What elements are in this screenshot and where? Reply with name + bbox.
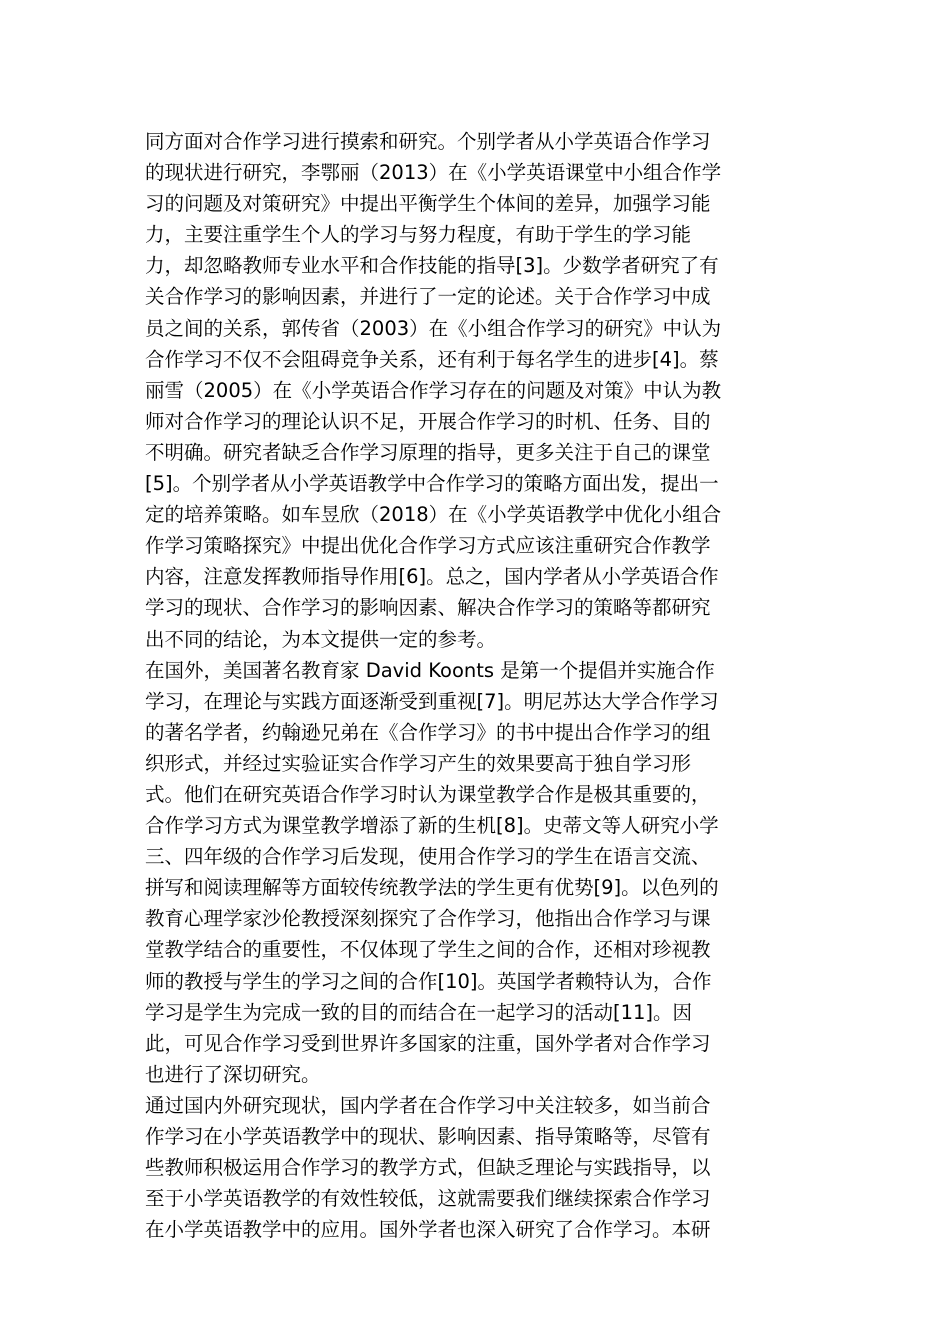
text-line: 些教师积极运用合作学习的教学方式，但缺乏理论与实践指导，以 [145,1156,711,1180]
text-line: 学习是学生为完成一致的目的而结合在一起学习的活动[11]。因 [145,1000,693,1024]
text-line: 作学习在小学英语教学中的现状、影响因素、指导策略等，尽管有 [145,1125,711,1148]
text-line: 的著名学者，约翰逊兄弟在《合作学习》的书中提出合作学习的组 [145,720,711,744]
text-line: 的现状进行研究，李鄂丽（2013）在《小学英语课堂中小组合作学 [145,161,722,185]
text-line: 师对合作学习的理论认识不足，开展合作学习的时机、任务、目的 [145,409,711,433]
text-line: 作学习策略探究》中提出优化合作学习方式应该注重研究合作教学 [145,534,711,558]
text-line: 关合作学习的影响因素，并进行了一定的论述。关于合作学习中成 [145,285,711,309]
text-line: 丽雪（2005）在《小学英语合作学习存在的问题及对策》中认为教 [145,378,722,402]
text-line: 至于小学英语教学的有效性较低，这就需要我们继续探索合作学习 [145,1187,711,1211]
text-line: 合作学习方式为课堂教学增添了新的生机[8]。史蒂文等人研究小学 [145,814,719,838]
text-line: 学习的现状、合作学习的影响因素、解决合作学习的策略等都研究 [145,596,711,620]
text-line: 合作学习不仅不会阻碍竞争关系，还有利于每名学生的进步[4]。蔡 [145,347,719,371]
text-line: 式。他们在研究英语合作学习时认为课堂教学合作是极其重要的， [145,782,711,806]
text-line: 拼写和阅读理解等方面较传统教学法的学生更有优势[9]。以色列的 [145,876,719,900]
text-line: 学习，在理论与实践方面逐渐受到重视[7]。明尼苏达大学合作学习 [145,689,719,713]
text-line: 三、四年级的合作学习后发现，使用合作学习的学生在语言交流、 [145,845,711,869]
text-line: 内容，注意发挥教师指导作用[6]。总之，国内学者从小学英语合作 [145,565,719,589]
text-line: 习的问题及对策研究》中提出平衡学生个体间的差异，加强学习能 [145,192,711,216]
text-line: 出不同的结论，为本文提供一定的参考。 [145,627,497,651]
text-line: 同方面对合作学习进行摸索和研究。个别学者从小学英语合作学习 [145,130,711,153]
text-line: 教育心理学家沙伦教授深刻探究了合作学习，他指出合作学习与课 [145,907,711,931]
text-line: 通过国内外研究现状，国内学者在合作学习中关注较多，如当前合 [145,1093,711,1117]
text-line: 在小学英语教学中的应用。国外学者也深入研究了合作学习。本研 [145,1218,711,1242]
body-text [145,126,810,1245]
text-line: 力，却忽略教师专业水平和合作技能的指导[3]。少数学者研究了有 [145,254,719,278]
text-line: [5]。个别学者从小学英语教学中合作学习的策略方面出发，提出一 [145,472,719,496]
text-line: 师的教授与学生的学习之间的合作[10]。英国学者赖特认为，合作 [145,969,712,993]
text-line: 员之间的关系，郭传省（2003）在《小组合作学习的研究》中认为 [145,316,722,340]
text-line: 力，主要注重学生个人的学习与努力程度，有助于学生的学习能 [145,223,692,247]
text-line: 不明确。研究者缺乏合作学习原理的指导，更多关注于自己的课堂 [145,440,711,464]
text-line: 堂教学结合的重要性，不仅体现了学生之间的合作，还相对珍视教 [145,938,711,962]
text-line: 此，可见合作学习受到世界许多国家的注重，国外学者对合作学习 [145,1031,711,1055]
text-line: 织形式，并经过实验证实合作学习产生的效果要高于独自学习形 [145,751,692,775]
text-line: 定的培养策略。如车昱欣（2018）在《小学英语教学中优化小组合 [145,503,722,527]
text-line: 也进行了深切研究。 [145,1062,321,1086]
text-line: 在国外，美国著名教育家 David Koonts 是第一个提倡并实施合作 [145,658,715,682]
